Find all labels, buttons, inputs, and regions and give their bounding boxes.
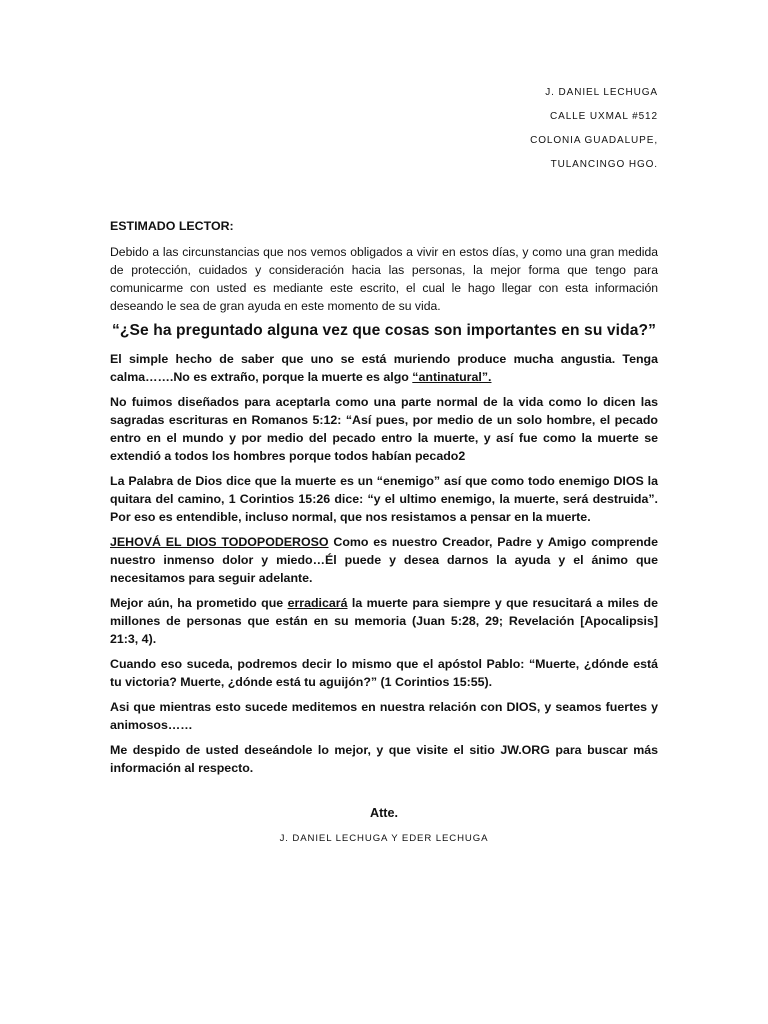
paragraph-1 [110,350,658,386]
sender-city: TULANCINGO HGO. [550,159,658,170]
greeting: ESTIMADO LECTOR: [110,219,234,233]
paragraph-7: Asi que mientras esto sucede meditemos en nuestra relación con DIOS, y seamos fuertes y animosos…… [110,700,658,732]
paragraph-1-text: El simple hecho de saber que uno se está muriendo produce mucha angustia. Tenga calma…….No es extraño, porque la muerte es algo [110,352,658,384]
closing: Atte. [370,806,398,820]
sender-street: CALLE UXMAL #512 [550,111,658,122]
romanos-quote: “Así pues, por medio de un solo hombre, el pecado entro en el mundo y por medio del pecado entro la muerte, y así fue como la muerte se extendió a todos los hombres porque todos habían pecado2 [110,413,659,463]
letter-body [110,217,658,784]
question-heading: “¿Se ha preguntado alguna vez que cosas son importantes en su vida?” [111,322,657,339]
paragraph-8: Me despido de usted deseándole lo mejor, y que visite el sitio JW.ORG para buscar más información al respecto. [110,743,658,775]
paragraph-2-text: No fuimos diseñados para aceptarla como una parte normal de la vida como lo dicen las sagradas escrituras en Romanos 5:12: [110,395,658,427]
paragraph-2 [110,393,658,465]
sender-address [530,87,658,183]
signature: J. DANIEL LECHUGA Y EDER LECHUGA [279,833,489,844]
paragraph-3: La Palabra de Dios dice que la muerte es un “enemigo” así que como todo enemigo DIOS la quitara del camino, 1 Corintios 15:26 dice: “y el ultimo enemigo, la muerte, será destruida”. Por eso es entendible, incluso normal, que nos resistamos a pensar en la muerte. [110,474,658,524]
erradicara-underlined: erradicará [287,596,348,610]
intro-paragraph: Debido a las circunstancias que nos vemos obligados a vivir en estos días, y como una gran medida de protección, cuidados y consideración hacia las personas, la mejor forma que tengo para comunicarme con usted es mediante este escrito, el cual le hago llegar con esta información deseando le sea de gran ayuda en este momento de su vida. [110,245,658,313]
paragraph-4 [110,533,658,587]
paragraph-4-text: Como es nuestro Creador, Padre y Amigo comprende nuestro inmenso dolor y miedo…Él puede y desea darnos la ayuda y el ánimo que necesitamos para seguir adelante. [110,535,658,585]
sender-colony: COLONIA GUADALUPE, [530,135,658,146]
antinatural-underlined: “antinatural”. [412,370,492,384]
paragraph-5 [110,594,658,648]
jehova-underlined: JEHOVÁ EL DIOS TODOPODEROSO [110,535,329,549]
paragraph-6: Cuando eso suceda, podremos decir lo mismo que el apóstol Pablo: “Muerte, ¿dónde está tu victoria? Muerte, ¿dónde está tu aguijón?” (1 Corintios 15:55). [110,657,658,689]
sender-name: J. DANIEL LECHUGA [545,87,658,98]
paragraph-5-after: la muerte para siempre y que resucitará a miles de millones de personas que están en su memoria (Juan 5:28, 29; Revelación [Apocalipsis] 21:3, 4). [110,596,658,646]
paragraph-5-before: Mejor aún, ha prometido que [110,596,288,610]
